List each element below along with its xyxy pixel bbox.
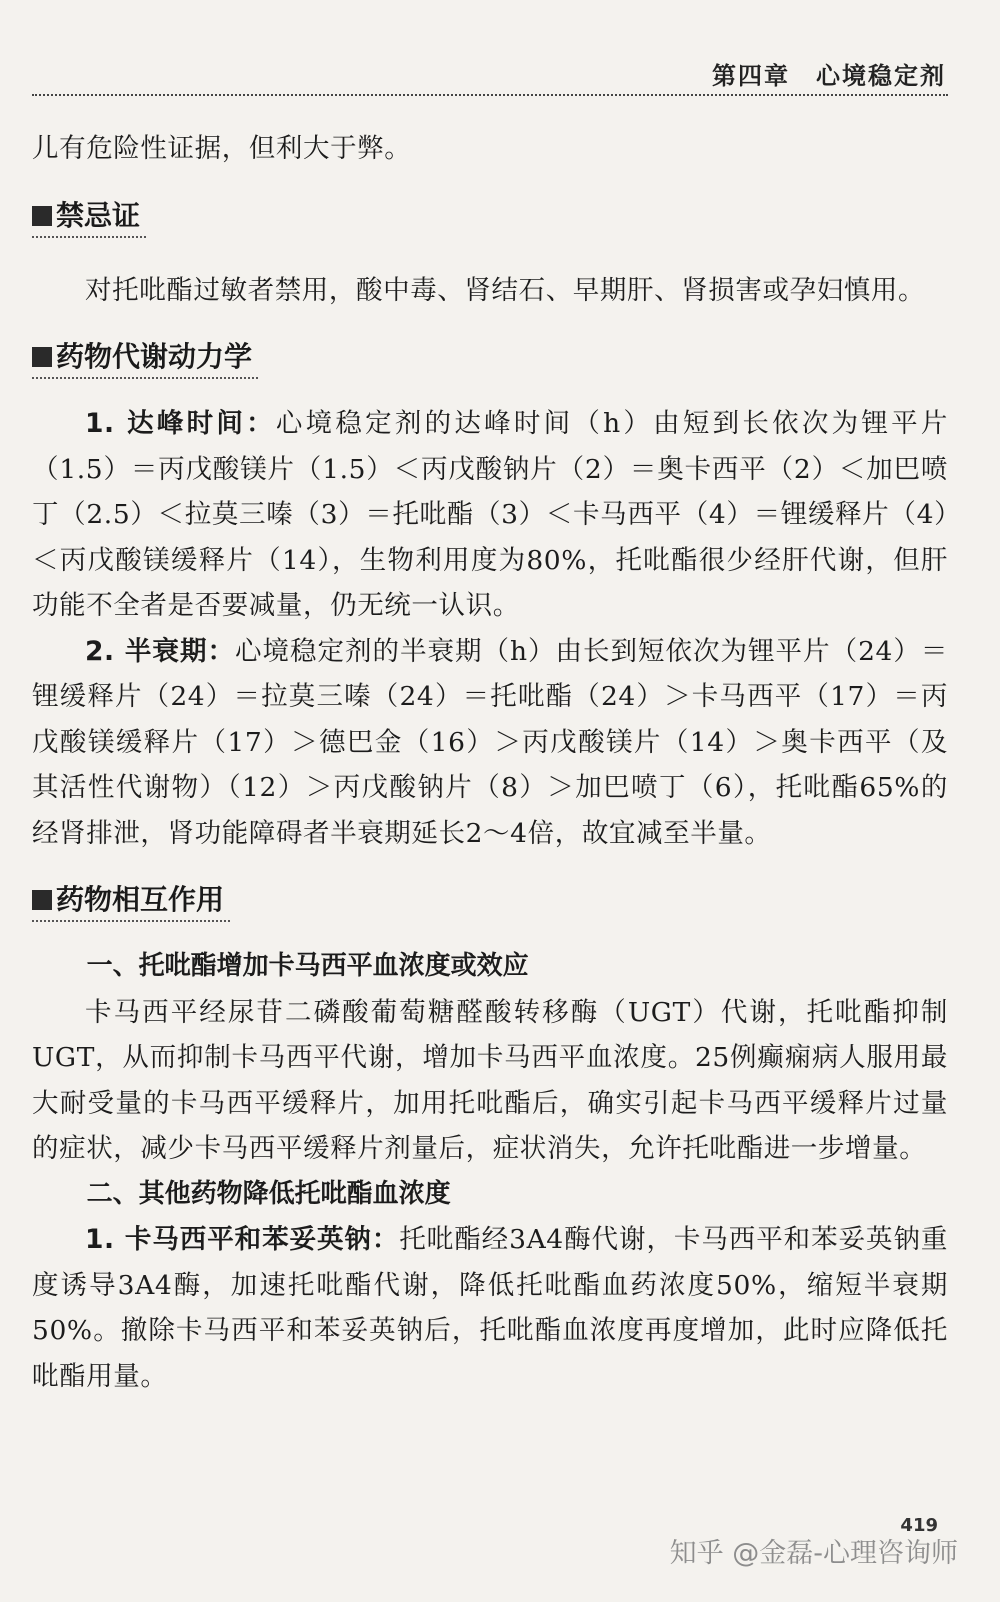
contraindications-paragraph: 对托吡酯过敏者禁用，酸中毒、肾结石、早期肝、肾损害或孕妇慎用。: [85, 274, 926, 306]
enzyme-induction-text: 托吡酯经3A4酶代谢，卡马西平和苯妥英钠重度诱导3A4酶，加速托吡酯代谢，降低托吡酯血药浓度50%，缩短半衰期50%。撤除卡马西平和苯妥英钠后，托吡酯血浓度再度增加，此时应降低托吡酯用量。: [32, 1224, 948, 1392]
page-number: 419: [900, 1515, 938, 1536]
section-heading-text: 药物代谢动力学: [56, 340, 253, 373]
peak-time-paragraph: [32, 401, 948, 629]
page-content: [32, 126, 948, 1399]
enzyme-induction-paragraph: [32, 1217, 948, 1399]
peak-time-label: 1. 达峰时间：: [85, 408, 276, 439]
square-bullet-icon: [32, 206, 52, 226]
subheading-topiramate-increases-carbamazepine: 一、托吡酯增加卡马西平血浓度或效应: [86, 951, 529, 981]
ugt-paragraph: 卡马西平经尿苷二磷酸葡萄糖醛酸转移酶（UGT）代谢，托吡酯抑制UGT，从而抑制卡马西平代谢，增加卡马西平血浓度。25例癫痫病人服用最大耐受量的卡马西平缓释片，加用托吡酯后，确实引起卡马西平缓释片过量的症状，减少卡马西平缓释片剂量后，症状消失，允许托吡酯进一步增量。: [32, 996, 948, 1164]
half-life-label: 2. 半衰期：: [85, 635, 235, 667]
half-life-text: 心境稳定剂的半衰期（h）由长到短依次为锂平片（24）＝锂缓释片（24）＝拉莫三嗪（24）＝托吡酯（24）＞卡马西平（17）＝丙戊酸镁缓释片（17）＞德巴金（16）＞丙戊酸镁片（14）＞奥卡西平（及其活性代谢物）（12）＞丙戊酸钠片（8）＞加巴喷丁（6），托吡酯65%的经肾排泄，肾功能障碍者半衰期延长2～4倍，故宜减至半量。: [32, 635, 948, 849]
section-heading-text: 药物相互作用: [56, 883, 225, 916]
section-heading-pharmacokinetics: [32, 335, 258, 379]
square-bullet-icon: [32, 890, 52, 910]
section-heading-interactions: [32, 878, 230, 922]
section-heading-contraindications: [32, 194, 146, 238]
watermark: 知乎 @金磊-心理咨询师: [669, 1538, 958, 1569]
running-header: [32, 50, 948, 96]
intro-paragraph: 儿有危险性证据，但利大于弊。: [32, 133, 412, 164]
section-heading-text: 禁忌证: [56, 198, 141, 232]
half-life-paragraph: [32, 629, 948, 857]
peak-time-text: 心境稳定剂的达峰时间（h）由短到长依次为锂平片（1.5）＝丙戊酸镁片（1.5）＜丙戊酸钠片（2）＝奥卡西平（2）＜加巴喷丁（2.5）＜拉莫三嗪（3）＝托吡酯（3）＜卡马西平（4）＝锂缓释片（4）＜丙戊酸镁缓释片（14），生物利用度为80%，托吡酯很少经肝代谢，但肝功能不全者是否要减量，仍无统一认识。: [32, 408, 948, 621]
square-bullet-icon: [32, 347, 52, 367]
subheading-other-drugs-lower-topiramate: 二、其他药物降低托吡酯血浓度: [86, 1178, 451, 1209]
chapter-title: 第四章 心境稳定剂: [712, 62, 946, 90]
enzyme-induction-label: 1. 卡马西平和苯妥英钠：: [85, 1224, 400, 1255]
